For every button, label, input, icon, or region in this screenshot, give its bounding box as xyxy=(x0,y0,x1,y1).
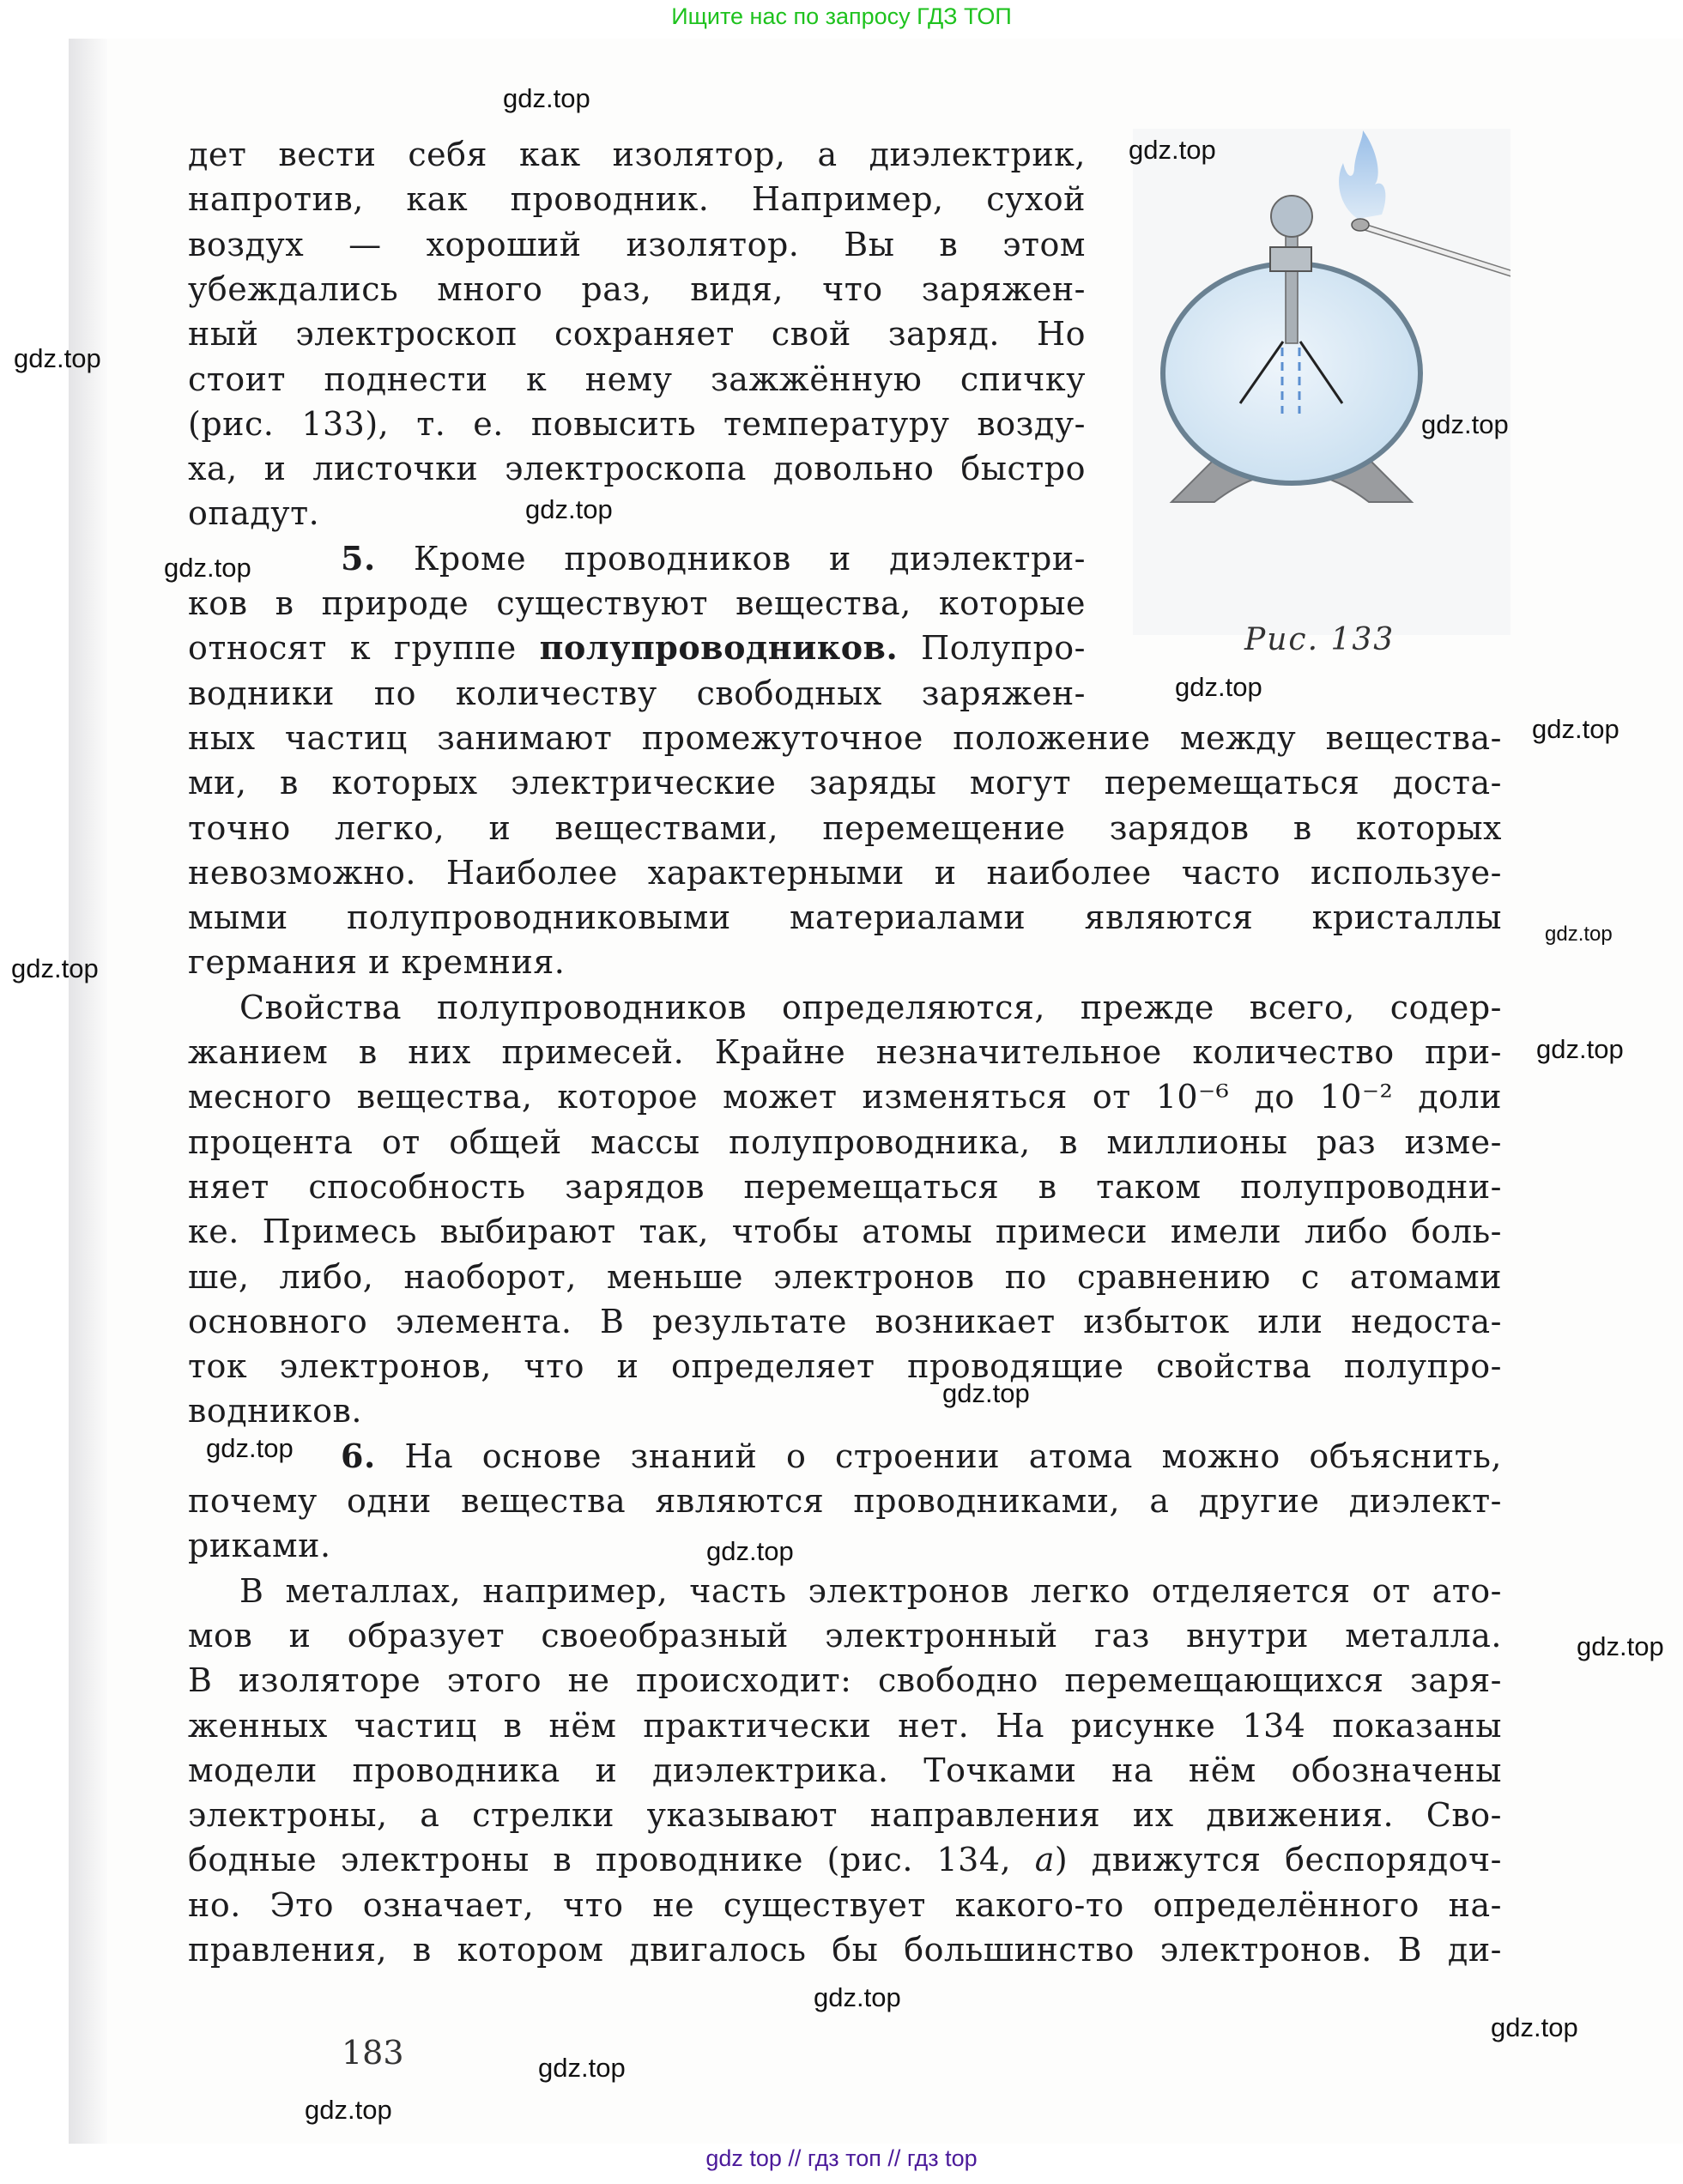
text-segment: Полупро- xyxy=(898,629,1087,668)
text-line xyxy=(188,940,1502,984)
text-segment: правления, в котором двигалось бы большинство электронов. В ди- xyxy=(188,1931,1502,1969)
text-segment: ток электронов, что и определяет проводящие свойства полупро- xyxy=(188,1347,1502,1386)
watermark: gdz.top xyxy=(1545,923,1613,946)
text-segment: но. Это означает, что не существует какого-то определённого на- xyxy=(188,1885,1502,1924)
text-line xyxy=(188,1883,1502,1927)
text-line xyxy=(188,581,1086,626)
watermark: gdz.top xyxy=(1175,672,1262,702)
text-line xyxy=(239,985,1502,1030)
text-line xyxy=(188,446,1086,491)
text-line xyxy=(188,132,1086,177)
text-line xyxy=(188,895,1502,940)
text-line xyxy=(188,1165,1502,1209)
text-segment: В изоляторе этого не происходит: свободно перемещающихся заря- xyxy=(188,1661,1502,1700)
text-segment: ных частиц занимают промежуточное положение между вещества- xyxy=(188,718,1502,757)
text-segment: опадут. xyxy=(188,494,320,533)
watermark: gdz.top xyxy=(11,953,99,983)
text-line xyxy=(188,1209,1502,1254)
text-segment: (рис. 133), т. е. повысить температуру возду- xyxy=(188,404,1086,443)
text-segment: бодные электроны в проводнике (рис. 134, xyxy=(188,1841,1035,1879)
text-line xyxy=(188,1074,1502,1119)
text-line xyxy=(188,267,1086,312)
figure-caption: Рис. 133 xyxy=(1244,622,1395,657)
text-line xyxy=(341,536,1086,581)
text-line xyxy=(341,1434,1502,1479)
text-line xyxy=(188,1613,1502,1658)
text-line xyxy=(188,671,1086,716)
watermark: gdz.top xyxy=(1577,1631,1664,1661)
text-line xyxy=(188,1388,1502,1433)
footer-banner[interactable]: gdz top // гдз топ // гдз top xyxy=(705,2145,978,2171)
text-line xyxy=(188,1793,1502,1837)
watermark: gdz.top xyxy=(1532,714,1619,744)
watermark: gdz.top xyxy=(1536,1034,1624,1064)
text-segment: воздух — хороший изолятор. Вы в этом xyxy=(188,225,1086,263)
watermark: gdz.top xyxy=(305,2095,392,2125)
watermark: gdz.top xyxy=(1421,409,1509,439)
text-segment: мыми полупроводниковыми материалами являются кристаллы xyxy=(188,898,1502,937)
watermark: gdz.top xyxy=(942,1378,1030,1408)
text-line xyxy=(188,1837,1502,1882)
watermark: gdz.top xyxy=(1129,135,1216,165)
electroscope-ball-icon xyxy=(1271,196,1312,237)
watermark: gdz.top xyxy=(814,1982,901,2012)
text-line xyxy=(188,760,1502,805)
text-segment: 6. xyxy=(341,1436,376,1475)
text-line xyxy=(188,806,1502,850)
text-segment: водники по количеству свободных заряжен- xyxy=(188,674,1086,712)
watermark: gdz.top xyxy=(164,553,251,583)
text-segment: мов и образует своеобразный электронный газ внутри металла. xyxy=(188,1616,1502,1655)
watermark: gdz.top xyxy=(14,343,101,373)
text-segment: ке. Примесь выбирают так, чтобы атомы примеси имели либо боль- xyxy=(188,1213,1502,1251)
watermark: gdz.top xyxy=(206,1433,294,1463)
text-segment: Свойства полупроводников определяются, прежде всего, содер- xyxy=(239,988,1502,1026)
text-segment: полупроводников. xyxy=(539,628,899,668)
text-segment: электроны, а стрелки указывают направления их движения. Сво- xyxy=(188,1796,1502,1835)
electroscope-figure xyxy=(1133,129,1510,635)
text-segment: няет способность зарядов перемещаться в таком полупроводни- xyxy=(188,1167,1502,1206)
text-segment: месного вещества, которое может изменяться от 10⁻⁶ до 10⁻² доли xyxy=(188,1078,1502,1116)
text-line xyxy=(188,1748,1502,1793)
text-segment: риками. xyxy=(188,1527,331,1565)
text-segment: ми, в которых электрические заряды могут перемещаться доста- xyxy=(188,764,1502,802)
text-segment: ный электроскоп сохраняет свой заряд. Но xyxy=(188,315,1086,354)
text-segment: напротив, как проводник. Например, сухой xyxy=(188,180,1086,219)
text-line xyxy=(188,850,1502,895)
text-segment: ков в природе существуют вещества, которые xyxy=(188,584,1086,622)
text-line xyxy=(188,1120,1502,1165)
text-segment: почему одни вещества являются проводниками, а другие диэлект- xyxy=(188,1482,1502,1520)
text-segment: ше, либо, наоборот, меньше электронов по сравнению с атомами xyxy=(188,1257,1502,1296)
text-segment: женных частиц в нём практически нет. На рисунке 134 показаны xyxy=(188,1706,1502,1745)
text-line xyxy=(188,626,1086,670)
text-segment: убеждались много раз, видя, что заряжен- xyxy=(188,269,1086,308)
text-line xyxy=(188,1030,1502,1074)
text-line xyxy=(188,1299,1502,1344)
text-segment: модели проводника и диэлектрика. Точками на нём обозначены xyxy=(188,1751,1502,1789)
text-line xyxy=(188,491,1086,535)
text-line xyxy=(188,357,1086,402)
text-line xyxy=(188,716,1502,760)
text-segment: основного элемента. В результате возникает избыток или недоста- xyxy=(188,1302,1502,1340)
text-segment: ) движутся беспорядоч- xyxy=(1054,1841,1503,1879)
text-line xyxy=(188,177,1086,221)
watermark: gdz.top xyxy=(706,1536,794,1566)
text-line xyxy=(188,1523,1502,1568)
text-segment: процента от общей массы полупроводника, в миллионы раз изме- xyxy=(188,1122,1502,1161)
text-segment: В металлах, например, часть электронов легко отделяется от ато- xyxy=(239,1571,1502,1610)
text-segment: ха, и листочки электроскопа довольно быстро xyxy=(188,450,1086,488)
page-number: 183 xyxy=(342,2034,404,2072)
text-segment: водников. xyxy=(188,1392,362,1431)
watermark: gdz.top xyxy=(1491,2012,1578,2042)
text-segment: германия и кремния. xyxy=(188,943,566,982)
watermark: gdz.top xyxy=(525,494,613,524)
watermark: gdz.top xyxy=(538,2053,626,2083)
text-line xyxy=(188,1927,1502,1972)
text-segment: стоит поднести к нему зажжённую спичку xyxy=(188,360,1086,398)
text-segment: относят к группе xyxy=(188,629,540,668)
text-segment: жанием в них примесей. Крайне незначительное количество при- xyxy=(188,1033,1502,1071)
text-line xyxy=(188,1255,1502,1299)
text-segment: Кроме проводников и диэлектри- xyxy=(375,539,1086,578)
text-line xyxy=(188,402,1086,446)
text-segment: точно легко, и веществами, перемещение зарядов в которых xyxy=(188,808,1502,847)
text-line xyxy=(188,1703,1502,1748)
text-line xyxy=(188,1344,1502,1388)
text-line xyxy=(188,312,1086,356)
text-segment: а xyxy=(1034,1841,1055,1879)
text-segment: На основе знаний о строении атома можно объяснить, xyxy=(375,1437,1502,1475)
text-line xyxy=(188,222,1086,267)
text-segment: дет вести себя как изолятор, а диэлектрик, xyxy=(188,136,1086,173)
header-banner[interactable]: Ищите нас по запросу ГДЗ ТОП xyxy=(671,3,1012,29)
text-segment: 5. xyxy=(341,538,376,578)
text-line xyxy=(188,1658,1502,1703)
text-segment: невозможно. Наиболее характерными и наиболее часто используе- xyxy=(188,853,1502,892)
text-line xyxy=(239,1569,1502,1613)
text-line xyxy=(188,1479,1502,1523)
watermark: gdz.top xyxy=(503,83,590,113)
